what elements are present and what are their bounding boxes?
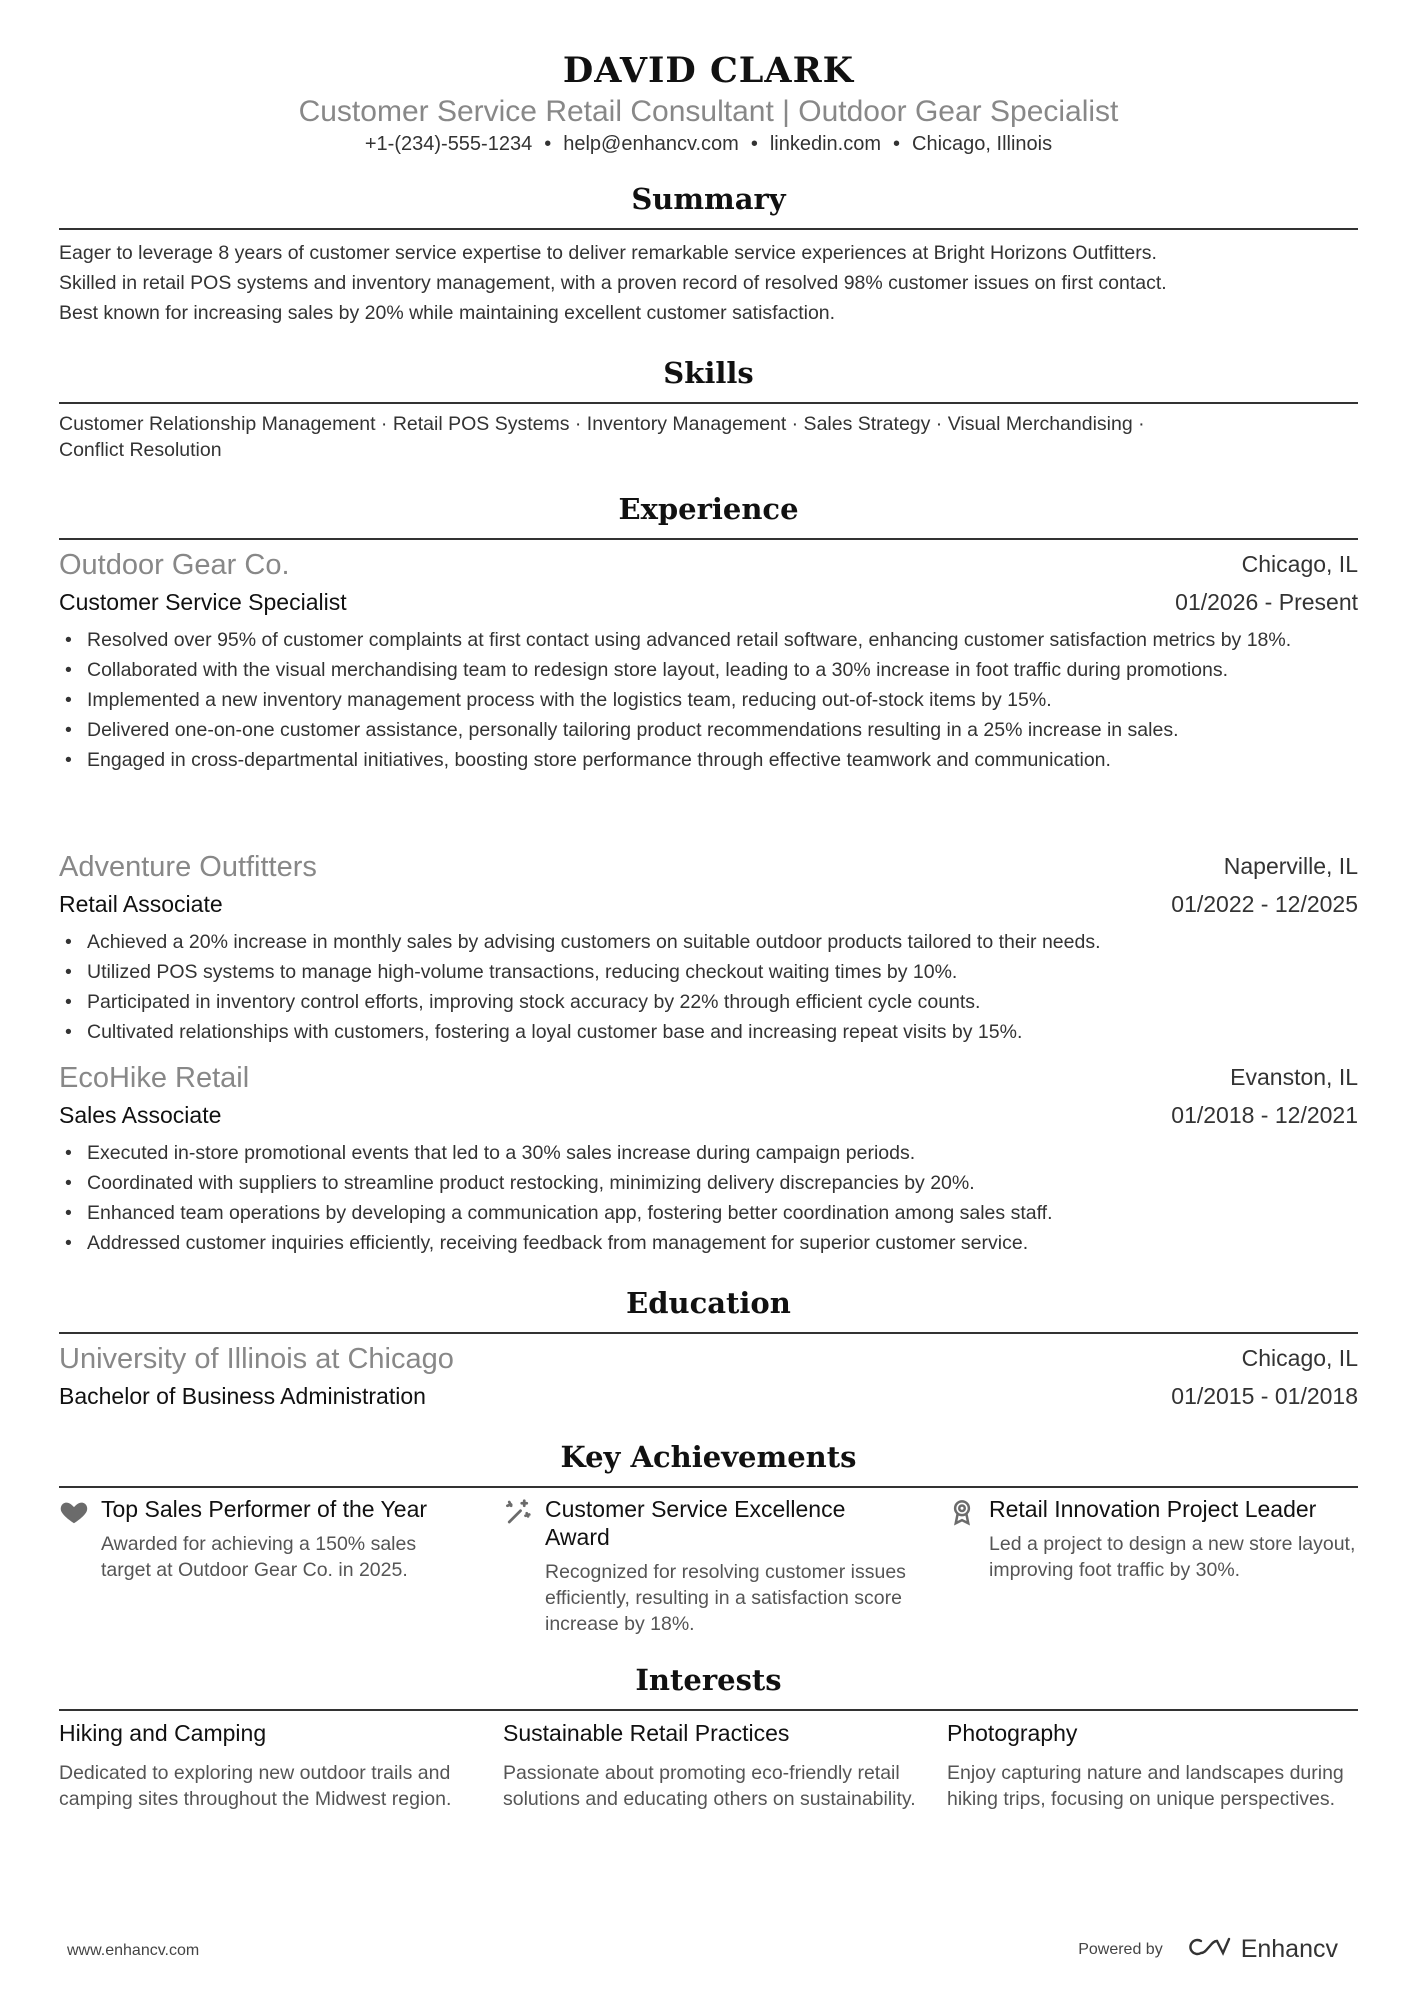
list-item: • Collaborated with the visual merchandising team to redesign store layout, leading to a 30% increase in foot traffic during promotions. (59, 655, 1358, 685)
summary-line: Skilled in retail POS systems and inventory management, with a proven record of resolved 98% customer issues on first contact. (59, 272, 1167, 294)
achievement-item (59, 1495, 479, 1645)
education-dates: 01/2015 - 01/2018 (1171, 1383, 1358, 1409)
interest-description: Dedicated to exploring new outdoor trails and camping sites throughout the Midwest region. (59, 1762, 452, 1810)
footer-website-link[interactable]: www.enhancv.com (67, 1942, 200, 1959)
list-item: • Delivered one-on-one customer assistance, personally tailoring product recommendations resulting in a 25% increase in sales. (59, 715, 1358, 745)
job-dates: 01/2026 - Present (1175, 589, 1358, 615)
job-dates: 01/2022 - 12/2025 (1171, 891, 1358, 917)
list-item: • Participated in inventory control efforts, improving stock accuracy by 22% through efficient cycle counts. (59, 987, 1358, 1017)
achievement-item (503, 1495, 923, 1645)
section-divider (59, 402, 1358, 404)
linkedin-link[interactable]: linkedin.com (769, 133, 882, 155)
job-bullets (59, 927, 1358, 1047)
job-bullets (59, 1138, 1358, 1258)
summary-line: Best known for increasing sales by 20% while maintaining excellent customer satisfaction. (59, 302, 836, 324)
summary-text (59, 238, 1358, 328)
job-dates: 01/2018 - 12/2021 (1171, 1102, 1358, 1128)
skills-heading: Skills (663, 356, 754, 390)
list-item: • Coordinated with suppliers to streamline product restocking, minimizing delivery discrepancies by 20%. (59, 1168, 1358, 1198)
separator: • (893, 133, 901, 155)
interest-title: Hiking and Camping (59, 1720, 267, 1746)
experience-heading: Experience (618, 492, 799, 526)
list-item: • Enhanced team operations by developing a communication app, fostering better coordination among sales staff. (59, 1198, 1358, 1228)
achievements-heading: Key Achievements (560, 1440, 857, 1474)
resume-name: DAVID CLARK (562, 50, 855, 91)
summary-line: Eager to leverage 8 years of customer service expertise to deliver remarkable service experiences at Bright Horizons Outfitters. (59, 242, 1157, 264)
heart-icon (59, 1497, 89, 1527)
job-company: EcoHike Retail (59, 1062, 250, 1094)
interest-item (947, 1720, 1358, 1850)
list-item: • Cultivated relationships with customers, fostering a loyal customer base and increasing repeat visits by 15%. (59, 1017, 1358, 1047)
summary-heading: Summary (631, 182, 786, 216)
footer-branding (1078, 1935, 1338, 1964)
job-role: Customer Service Specialist (59, 589, 347, 615)
interest-title: Photography (947, 1720, 1078, 1746)
job-company: Adventure Outfitters (59, 851, 317, 883)
phone-text: +1-(234)-555-1234 (364, 133, 533, 155)
powered-by-label: Powered by (1078, 1940, 1163, 1958)
job-bullets (59, 625, 1358, 775)
interest-item (59, 1720, 489, 1850)
enhancv-logo-icon (1187, 1935, 1231, 1964)
job-role: Retail Associate (59, 891, 223, 917)
achievement-item (947, 1495, 1367, 1645)
separator: • (750, 133, 758, 155)
resume-headline: Customer Service Retail Consultant | Outdoor Gear Specialist (298, 95, 1119, 128)
achievement-title: Top Sales Performer of the Year (101, 1496, 428, 1522)
education-school: University of Illinois at Chicago (59, 1343, 454, 1375)
section-divider (59, 228, 1358, 230)
contact-line (59, 133, 1358, 156)
interest-description: Passionate about promoting eco-friendly retail solutions and educating others on sustainability. (503, 1762, 916, 1810)
achievement-title: Customer Service Excellence Award (545, 1496, 846, 1550)
education-degree: Bachelor of Business Administration (59, 1383, 426, 1409)
section-divider (59, 1486, 1358, 1488)
list-item: • Addressed customer inquiries efficiently, receiving feedback from management for superior customer service. (59, 1228, 1358, 1258)
list-item: • Executed in-store promotional events that led to a 30% sales increase during campaign periods. (59, 1138, 1358, 1168)
education-heading: Education (626, 1286, 791, 1320)
magic-wand-icon (503, 1497, 533, 1527)
location-text: Chicago, Illinois (912, 133, 1053, 155)
job-company: Outdoor Gear Co. (59, 549, 290, 581)
interest-title: Sustainable Retail Practices (503, 1720, 790, 1746)
interest-item (503, 1720, 933, 1850)
skills-line: Customer Relationship Management · Retail POS Systems · Inventory Management · Sales Strategy · Visual Merchandising · (59, 413, 1145, 435)
list-item: • Engaged in cross-departmental initiatives, boosting store performance through effective teamwork and communication. (59, 745, 1358, 775)
list-item: • Achieved a 20% increase in monthly sales by advising customers on suitable outdoor products tailored to their needs. (59, 927, 1358, 957)
enhancv-brand-text: Enhancv (1240, 1935, 1338, 1963)
interest-description: Enjoy capturing nature and landscapes during hiking trips, focusing on unique perspectives. (947, 1762, 1344, 1810)
skills-list (59, 411, 1358, 463)
skills-line: Conflict Resolution (59, 439, 222, 461)
separator: • (544, 133, 552, 155)
list-item: • Resolved over 95% of customer complaints at first contact using advanced retail software, enhancing customer satisfaction metrics by 18%. (59, 625, 1358, 655)
achievement-description: Led a project to design a new store layout, improving foot traffic by 30%. (989, 1533, 1356, 1581)
list-item: • Utilized POS systems to manage high-volume transactions, reducing checkout waiting times by 10%. (59, 957, 1358, 987)
job-location: Naperville, IL (1223, 853, 1358, 879)
job-location: Evanston, IL (1230, 1064, 1358, 1090)
email-link[interactable]: help@enhancv.com (563, 133, 739, 155)
section-divider (59, 538, 1358, 540)
job-location: Chicago, IL (1241, 551, 1358, 577)
achievement-description: Awarded for achieving a 150% sales target at Outdoor Gear Co. in 2025. (101, 1533, 417, 1581)
interests-heading: Interests (635, 1663, 782, 1697)
education-location: Chicago, IL (1241, 1345, 1358, 1371)
job-role: Sales Associate (59, 1102, 222, 1128)
achievement-description: Recognized for resolving customer issues efficiently, resulting in a satisfaction score increase by 18%. (545, 1561, 906, 1635)
list-item: • Implemented a new inventory management process with the logistics team, reducing out-of-stock items by 15%. (59, 685, 1358, 715)
section-divider (59, 1709, 1358, 1711)
achievement-title: Retail Innovation Project Leader (989, 1496, 1317, 1522)
award-ribbon-icon (947, 1497, 977, 1527)
section-divider (59, 1332, 1358, 1334)
